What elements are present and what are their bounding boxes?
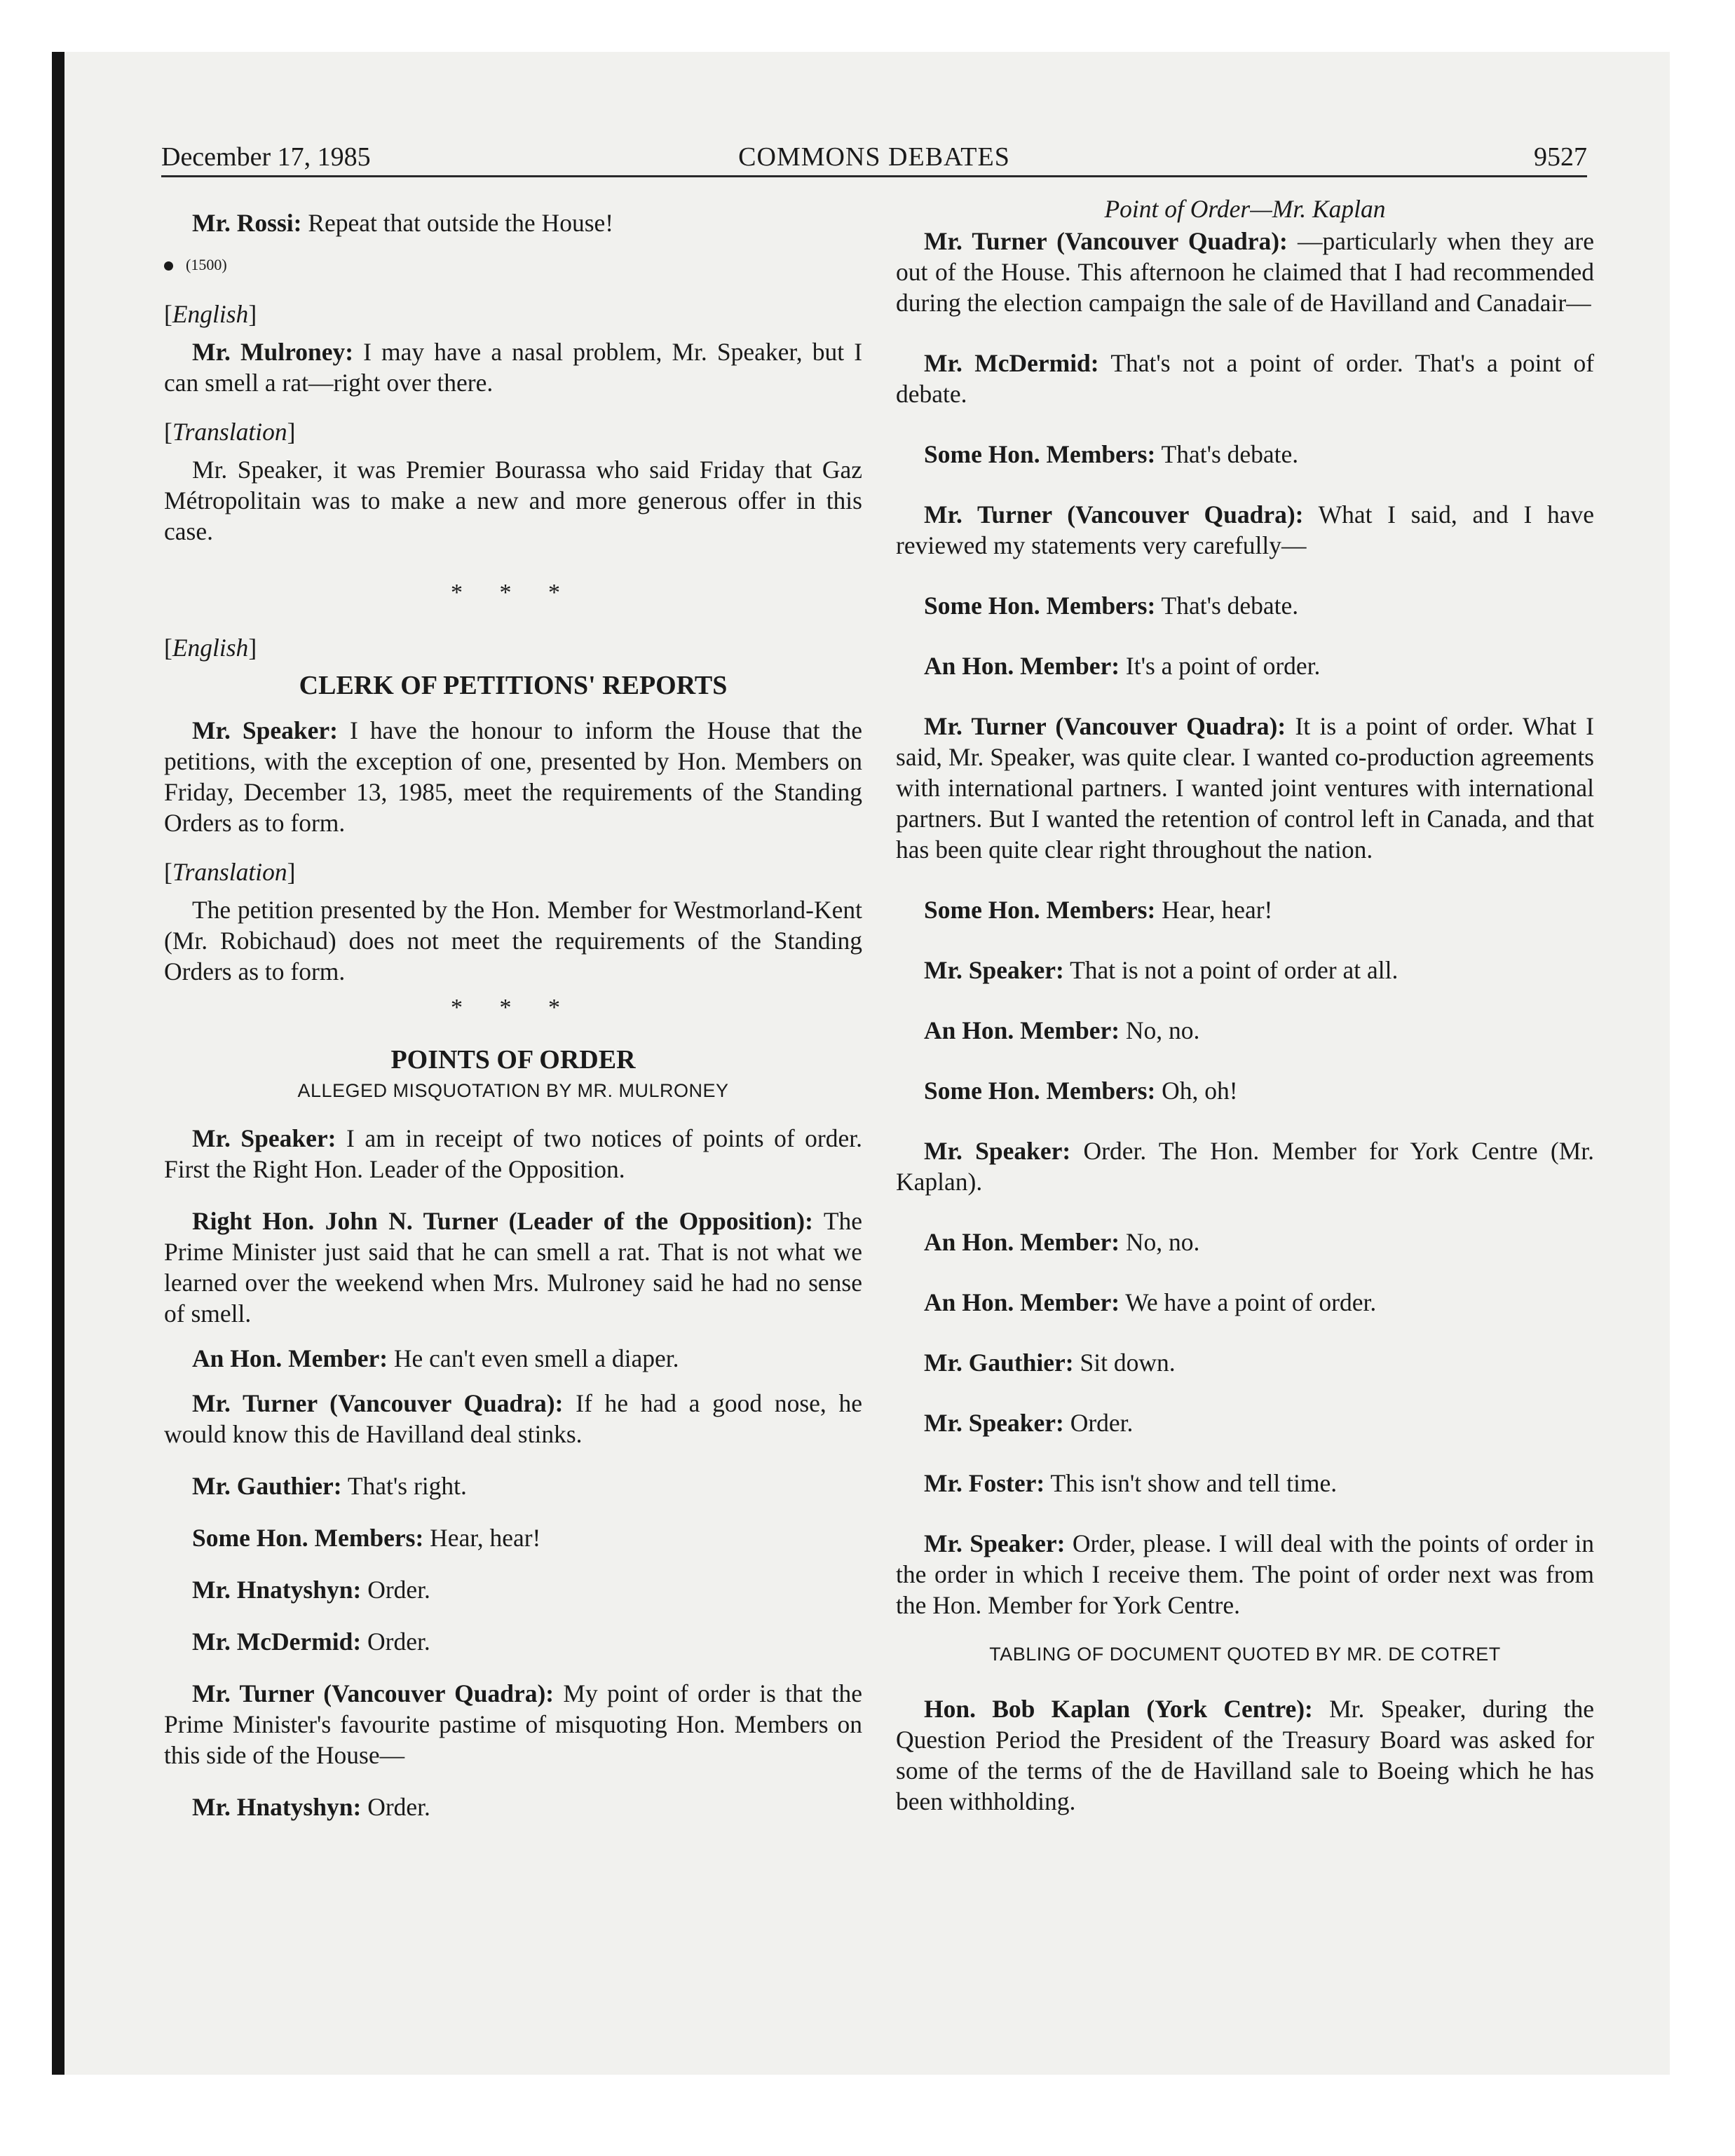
language-note: [Translation]	[164, 858, 296, 886]
language-label: English	[172, 300, 249, 328]
speech	[896, 650, 1594, 681]
speaker-name: Hon. Bob Kaplan (York Centre):	[924, 1695, 1313, 1723]
language-note: [English]	[164, 300, 257, 328]
speaker-name: Mr. Mulroney:	[192, 338, 354, 366]
speech	[164, 1123, 862, 1185]
speech	[896, 1015, 1594, 1046]
speech-text: Sit down.	[1080, 1349, 1176, 1377]
speaker-name: Mr. Speaker:	[924, 1529, 1066, 1557]
speech	[896, 499, 1594, 561]
speech-text: Order.	[367, 1628, 430, 1656]
speech-text: We have a point of order.	[1125, 1288, 1377, 1316]
speech-text: No, no.	[1125, 1228, 1200, 1256]
language-label: Translation	[172, 418, 287, 446]
speech	[164, 207, 862, 238]
speaker-name: Mr. Speaker:	[924, 1137, 1071, 1165]
speech-text: Mr. Speaker, during the Question Period the President of the Treasury Board was asked for some of the terms of the de Havilland sale to Boeing which he has been withholding.	[896, 1695, 1594, 1815]
speech-text: What I said, and I have reviewed my statements very carefully—	[896, 500, 1594, 559]
speaker-name: Mr. Speaker:	[192, 1124, 336, 1152]
speech-text: Order, please. I will deal with the points of order in the order in which I receive them. The point of order next was from the Hon. Member for York Centre.	[896, 1529, 1595, 1619]
speech	[164, 1388, 862, 1449]
speaker-name: Some Hon. Members:	[192, 1524, 424, 1552]
speech-text: That's right.	[347, 1472, 467, 1500]
speech-text: It's a point of order.	[1125, 652, 1321, 680]
speech-text: Order.	[367, 1793, 430, 1821]
speaker-name: Mr. McDermid:	[924, 349, 1099, 377]
header-date: December 17, 1985	[161, 142, 371, 172]
speech-text: Oh, oh!	[1162, 1077, 1238, 1105]
speaker-name: Mr. Turner (Vancouver Quadra):	[192, 1679, 554, 1707]
speaker-name: Mr. Turner (Vancouver Quadra):	[924, 500, 1304, 528]
speech-text: If he had a good nose, he would know this de Havilland deal stinks.	[164, 1389, 862, 1448]
speech	[164, 1626, 862, 1657]
speech-text: That's debate.	[1161, 440, 1299, 468]
speaker-name: Mr. Hnatyshyn:	[192, 1576, 362, 1604]
speaker-name: An Hon. Member:	[192, 1344, 388, 1372]
speech	[164, 1522, 862, 1553]
speaker-name: Mr. Foster:	[924, 1469, 1045, 1497]
speaker-name: An Hon. Member:	[924, 1228, 1120, 1256]
running-head: Point of Order—Mr. Kaplan	[1104, 195, 1386, 223]
speaker-name: An Hon. Member:	[924, 1288, 1120, 1316]
speech	[896, 1528, 1594, 1621]
header-title: COMMONS DEBATES	[738, 142, 1010, 172]
language-label: English	[172, 634, 249, 662]
language-note: [Translation]	[164, 418, 296, 446]
speech	[896, 894, 1594, 925]
speaker-name: Some Hon. Members:	[924, 896, 1156, 924]
speech-text: I may have a nasal problem, Mr. Speaker, but I can smell a rat—right over there.	[164, 338, 863, 397]
speech-text: My point of order is that the Prime Minister's favourite pastime of misquoting Hon. Members on this side of the House—	[164, 1679, 862, 1769]
speech-text: Hear, hear!	[430, 1524, 541, 1552]
speaker-name: Mr. Turner (Vancouver Quadra):	[924, 227, 1288, 255]
speech-text: This isn't show and tell time.	[1050, 1469, 1338, 1497]
speech	[164, 715, 862, 838]
speech-text: That is not a point of order at all.	[1070, 956, 1399, 984]
section-separator: * * *	[451, 995, 576, 1021]
speech-text: Order.	[367, 1576, 430, 1604]
page-header	[161, 140, 1587, 177]
speech	[896, 1468, 1594, 1499]
speech	[164, 1792, 862, 1822]
speech	[896, 711, 1594, 865]
speaker-name: Mr. Speaker:	[192, 716, 338, 744]
bullet-icon	[164, 261, 173, 271]
section-heading: CLERK OF PETITIONS' REPORTS	[299, 671, 728, 700]
speech	[896, 1347, 1594, 1378]
right-column	[896, 193, 1594, 1817]
speech	[896, 1075, 1594, 1106]
speech	[896, 1693, 1594, 1817]
left-column	[164, 193, 862, 1822]
speaker-name: Mr. Turner (Vancouver Quadra):	[192, 1389, 564, 1417]
section-subheading: TABLING OF DOCUMENT QUOTED BY MR. DE COTRET	[989, 1644, 1501, 1665]
speech-text: The Prime Minister just said that he can smell a rat. That is not what we learned over the weekend when Mrs. Mulroney said he had no sense of smell.	[164, 1207, 863, 1328]
speech	[164, 1206, 862, 1329]
speech	[896, 1287, 1594, 1318]
speech	[896, 1135, 1594, 1197]
speaker-name: Some Hon. Members:	[924, 1077, 1156, 1105]
speaker-name: An Hon. Member:	[924, 1016, 1120, 1044]
speaker-name: Right Hon. John N. Turner (Leader of the Opposition):	[192, 1207, 813, 1235]
speaker-name: Mr. Rossi:	[192, 209, 302, 237]
speech-text: That's not a point of order. That's a point of debate.	[896, 349, 1595, 408]
page-number: 9527	[1534, 142, 1587, 172]
speaker-name: Mr. Speaker:	[924, 1409, 1064, 1437]
time-marker-text: (1500)	[186, 256, 227, 273]
speech	[164, 1574, 862, 1605]
speech	[164, 1343, 862, 1374]
speaker-name: Mr. McDermid:	[192, 1628, 362, 1656]
speech-text: I have the honour to inform the House that the petitions, with the exception of one, presented by Hon. Members on Friday, December 13, 1985, meet the requirements of the Standing Orders as to form.	[164, 716, 862, 837]
speaker-name: Mr. Gauthier:	[924, 1349, 1074, 1377]
paragraph: The petition presented by the Hon. Member for Westmorland-Kent (Mr. Robichaud) does not meet the requirements of the Standing Orders as to form.	[164, 896, 862, 985]
speaker-name: Mr. Turner (Vancouver Quadra):	[924, 712, 1286, 740]
time-marker	[164, 250, 862, 280]
speech	[164, 1678, 862, 1770]
scan-edge	[52, 52, 64, 2075]
speech	[896, 1407, 1594, 1438]
speech	[896, 439, 1594, 470]
speech	[896, 1227, 1594, 1257]
section-subheading: ALLEGED MISQUOTATION BY MR. MULRONEY	[297, 1080, 729, 1101]
speech-text: He can't even smell a diaper.	[393, 1344, 679, 1372]
section-heading: POINTS OF ORDER	[390, 1045, 636, 1074]
speech-text: No, no.	[1125, 1016, 1200, 1044]
speech-text: Repeat that outside the House!	[308, 209, 614, 237]
speech	[896, 955, 1594, 985]
language-label: Translation	[172, 858, 287, 886]
speech	[164, 336, 862, 398]
speaker-name: Some Hon. Members:	[924, 440, 1156, 468]
section-separator: * * *	[451, 580, 576, 606]
paragraph: Mr. Speaker, it was Premier Bourassa who said Friday that Gaz Métropolitain was to make a new and more generous offer in this case.	[164, 456, 862, 545]
speech-text: —particularly when they are out of the House. This afternoon he claimed that I had recommended during the election campaign the sale of de Havilland and Canadair—	[896, 227, 1595, 317]
speaker-name: An Hon. Member:	[924, 652, 1120, 680]
speech-text: That's debate.	[1161, 592, 1299, 620]
speech-text: It is a point of order. What I said, Mr. Speaker, was quite clear. I wanted co-production agreements with international partners. I wanted joint ventures with international partners. But I wanted the retention of control left in Canada, and that has been quite clear right throughout the nation.	[896, 712, 1595, 864]
speech	[896, 226, 1594, 318]
speech-text: Order.	[1070, 1409, 1134, 1437]
speaker-name: Mr. Speaker:	[924, 956, 1064, 984]
speech-text: Order. The Hon. Member for York Centre (Mr. Kaplan).	[896, 1137, 1595, 1196]
speech	[896, 348, 1594, 409]
speech-text: I am in receipt of two notices of points of order. First the Right Hon. Leader of the Opposition.	[164, 1124, 863, 1183]
speaker-name: Mr. Gauthier:	[192, 1472, 342, 1500]
speech	[164, 1471, 862, 1501]
language-note: [English]	[164, 634, 257, 662]
speaker-name: Some Hon. Members:	[924, 592, 1156, 620]
speaker-name: Mr. Hnatyshyn:	[192, 1793, 362, 1821]
speech	[896, 590, 1594, 621]
speech-text: Hear, hear!	[1162, 896, 1273, 924]
